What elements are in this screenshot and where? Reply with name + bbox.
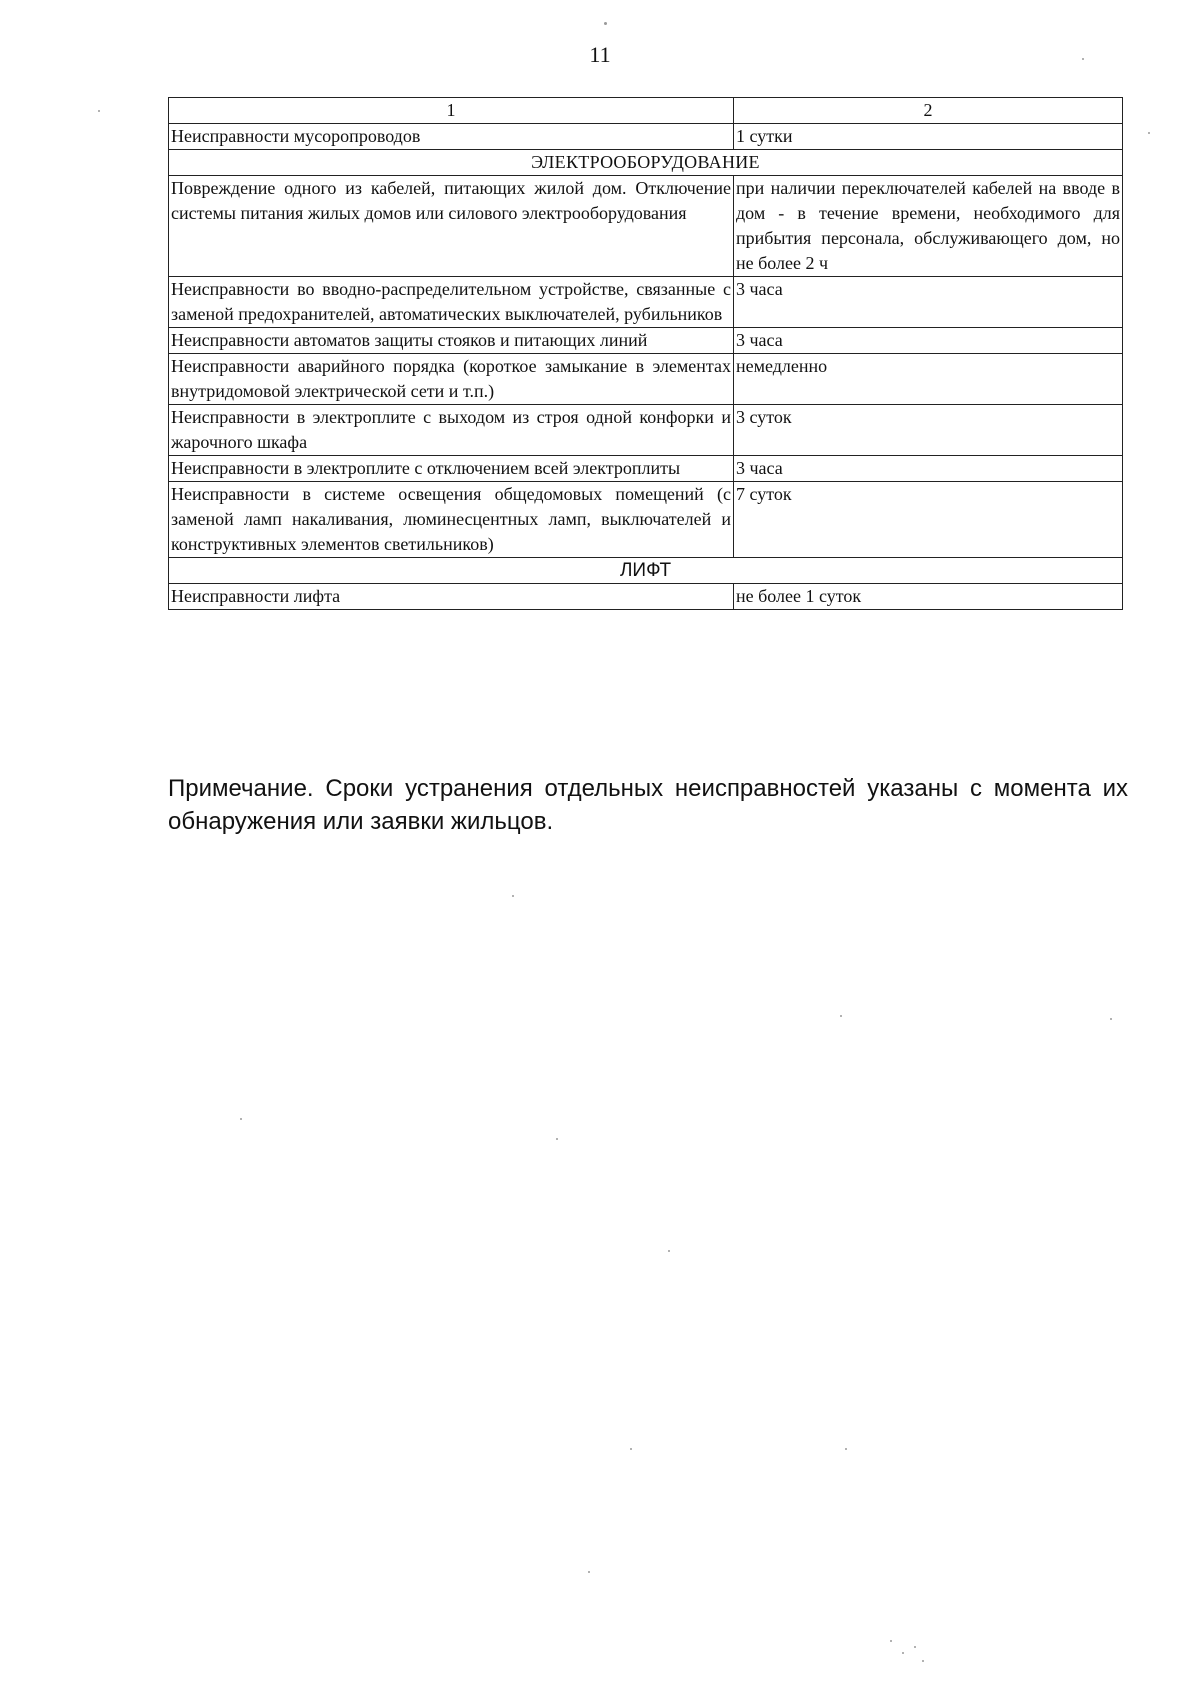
section-title-lift: ЛИФТ	[169, 558, 1123, 584]
table-row	[169, 176, 1123, 277]
deadline-cell: 7 суток	[734, 482, 1123, 558]
scan-speck	[840, 1015, 842, 1017]
scan-speck	[240, 1118, 242, 1120]
fault-cell: Неисправности мусоропроводов	[169, 124, 734, 150]
section-title-electrical: ЭЛЕКТРООБОРУДОВАНИЕ	[169, 150, 1123, 176]
table-row	[169, 124, 1123, 150]
table-row	[169, 277, 1123, 328]
deadline-cell: 3 часа	[734, 328, 1123, 354]
fault-cell: Неисправности лифта	[169, 584, 734, 610]
table-header-row	[169, 98, 1123, 124]
scan-speck	[914, 1646, 916, 1648]
deadline-cell: 1 сутки	[734, 124, 1123, 150]
deadline-cell: не более 1 суток	[734, 584, 1123, 610]
scan-speck	[668, 1250, 670, 1252]
deadline-cell: 3 часа	[734, 277, 1123, 328]
scan-speck	[512, 895, 514, 897]
section-row-lift	[169, 558, 1123, 584]
fault-cell: Неисправности во вводно-распределительном устройстве, связанные с заменой предохранителей, автоматических выключателей, рубильников	[169, 277, 734, 328]
scan-speck	[1110, 1018, 1112, 1020]
fault-cell: Неисправности в электроплите с отключением всей электроплиты	[169, 456, 734, 482]
fault-cell: Неисправности в системе освещения общедомовых помещений (с заменой ламп накаливания, люминесцентных ламп, выключателей и конструктивных элементов светильников)	[169, 482, 734, 558]
header-column-2: 2	[734, 98, 1123, 124]
table-row	[169, 482, 1123, 558]
table-row	[169, 584, 1123, 610]
section-row-electrical	[169, 150, 1123, 176]
note-paragraph: Примечание. Сроки устранения отдельных неисправностей указаны с момента их обнаружения или заявки жильцов.	[168, 775, 1128, 835]
fault-cell: Неисправности аварийного порядка (короткое замыкание в элементах внутридомовой электрической сети и т.п.)	[169, 354, 734, 405]
repair-deadlines-table	[168, 97, 1123, 610]
deadline-cell: немедленно	[734, 354, 1123, 405]
fault-cell: Повреждение одного из кабелей, питающих жилой дом. Отключение системы питания жилых домов или силового электрооборудования	[169, 176, 734, 277]
scan-speck	[556, 1138, 558, 1140]
scan-speck	[890, 1640, 892, 1642]
fault-cell: Неисправности автоматов защиты стояков и питающих линий	[169, 328, 734, 354]
scan-speck	[922, 1660, 924, 1662]
fault-cell: Неисправности в электроплите с выходом из строя одной конфорки и жарочного шкафа	[169, 405, 734, 456]
table-row	[169, 405, 1123, 456]
scan-speck	[98, 110, 100, 112]
scan-speck	[1082, 58, 1084, 60]
table-row	[169, 456, 1123, 482]
scan-speck	[902, 1652, 904, 1654]
deadline-cell: 3 часа	[734, 456, 1123, 482]
scan-speck	[845, 1448, 847, 1450]
deadline-cell: при наличии переключателей кабелей на вводе в дом - в течение времени, необходимого для прибытия персонала, обслуживающего дом, но не более 2 ч	[734, 176, 1123, 277]
table-row	[169, 354, 1123, 405]
deadline-cell: 3 суток	[734, 405, 1123, 456]
page-number: 11	[589, 42, 611, 67]
scan-speck	[604, 22, 607, 25]
table-row	[169, 328, 1123, 354]
scan-speck	[588, 1571, 590, 1573]
scan-speck	[1148, 132, 1150, 134]
scan-speck	[630, 1448, 632, 1450]
header-column-1: 1	[169, 98, 734, 124]
